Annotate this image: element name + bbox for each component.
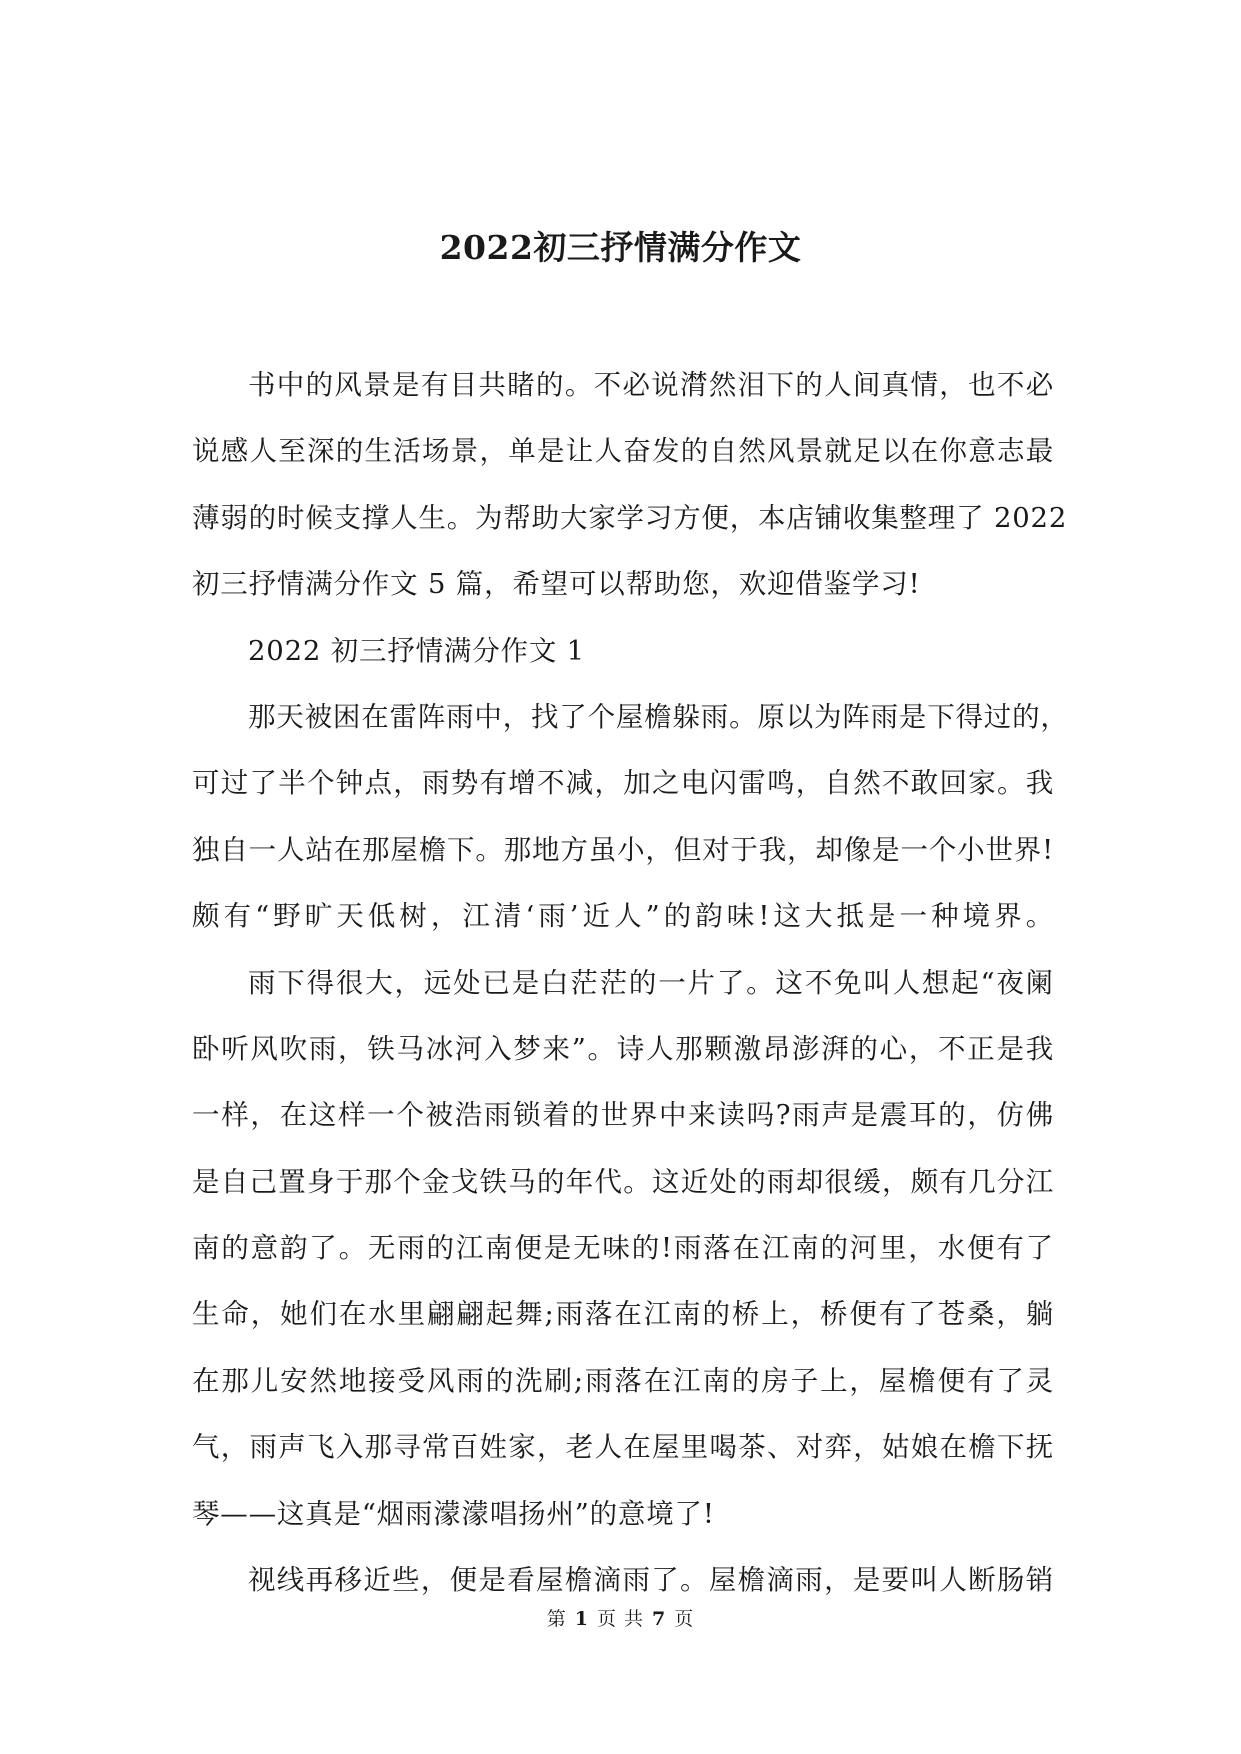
paragraph-line: 卧听风吹雨，铁马冰河入梦来”。诗人那颗激昂澎湃的心，不正是我: [192, 1032, 1054, 1065]
paragraph-line: 书中的风景是有目共睹的。不必说潸然泪下的人间真情，也不必: [248, 369, 1054, 401]
paragraph-line: 在那儿安然地接受风雨的洗刷;雨落在江南的房子上，屋檐便有了灵: [192, 1364, 1054, 1397]
document-body: [192, 352, 1069, 1613]
paragraph-line: 气，雨声飞入那寻常百姓家，老人在屋里喝茶、对弈，姑娘在檐下抚: [192, 1431, 1054, 1464]
total-pages-number: 7: [652, 1608, 667, 1630]
document-title: 2022初三抒情满分作文: [439, 228, 802, 267]
paragraph-line: 生命，她们在水里翩翩起舞;雨落在江南的桥上，桥便有了苍桑，躺: [192, 1298, 1054, 1331]
paragraph-line: 是自己置身于那个金戈铁马的年代。这近处的雨却很缓，颇有几分江: [192, 1165, 1054, 1198]
current-page-number: 1: [574, 1608, 589, 1630]
paragraph-line: 视线再移近些，便是看屋檐滴雨了。屋檐滴雨，是要叫人断肠销: [248, 1564, 1054, 1597]
section-heading: 2022 初三抒情满分作文 1: [248, 634, 585, 667]
paragraph-line: 雨下得很大，远处已是白茫茫的一片了。这不免叫人想起“夜阑: [248, 966, 1054, 999]
paragraph-line: 一样，在这样一个被浩雨锁着的世界中来读吗?雨声是震耳的，仿佛: [192, 1099, 1054, 1132]
paragraph-line: 琴——这真是“烟雨濛濛唱扬州”的意境了!: [192, 1497, 715, 1530]
paragraph-line: 那天被困在雷阵雨中，找了个屋檐躲雨。原以为阵雨是下得过的，: [248, 700, 1069, 733]
paragraph-line: 颇有“野旷天低树，江清‘雨’近人”的韵味!这大抵是一种境界。: [192, 900, 1054, 933]
paragraph-line: 说感人至深的生活场景，单是让人奋发的自然风景就足以在你意志最: [192, 435, 1054, 468]
footer-middle: 页 共: [596, 1608, 645, 1630]
page-footer: [0, 1606, 1241, 1632]
footer-prefix: 第: [546, 1608, 567, 1630]
paragraph-line: 初三抒情满分作文 5 篇，希望可以帮助您，欢迎借鉴学习!: [192, 568, 921, 601]
paragraph-line: 薄弱的时候支撑人生。为帮助大家学习方便，本店铺收集整理了 2022: [192, 501, 1068, 534]
paragraph-line: 南的意韵了。无雨的江南便是无味的!雨落在江南的河里，水便有了: [192, 1232, 1054, 1265]
footer-suffix: 页: [674, 1608, 695, 1630]
paragraph-line: 可过了半个钟点，雨势有增不减，加之电闪雷鸣，自然不敢回家。我: [192, 767, 1054, 800]
paragraph-line: 独自一人站在那屋檐下。那地方虽小，但对于我，却像是一个小世界!: [192, 833, 1054, 866]
